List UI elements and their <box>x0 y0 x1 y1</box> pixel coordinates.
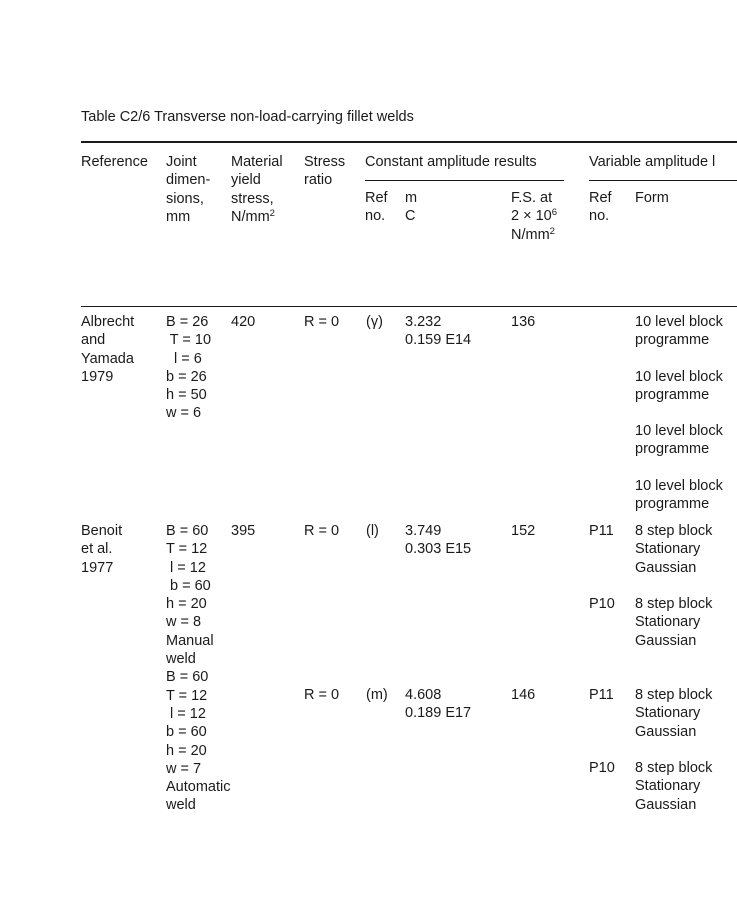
benoit-var-form-2: 8 step block Stationary Gaussian <box>635 596 713 649</box>
benoit-yield-stress: 395 <box>231 523 256 539</box>
benoit-const-ref-no-1: (l) <box>366 523 379 539</box>
table-top-rule <box>81 141 737 143</box>
header-joint-dimensions: Joint dimen- sions, mm <box>166 154 211 225</box>
header-const-m-c: m C <box>405 190 418 225</box>
header-fs-line2: 2 × 10 <box>511 208 552 225</box>
header-material-unit: N/mm <box>231 208 270 225</box>
benoit-fatigue-strength-1: 152 <box>511 523 536 539</box>
header-fs-line3: N/mm <box>511 226 550 243</box>
header-fs-line1: F.S. at <box>511 190 553 206</box>
albrecht-form-1: 10 level block programme <box>635 314 723 349</box>
variable-group-rule <box>589 180 737 181</box>
header-stress-ratio: Stress ratio <box>304 154 346 189</box>
header-material-yield <box>231 153 283 226</box>
albrecht-form-3: 10 level block programme <box>635 423 723 458</box>
header-const-ref-no: Ref no. <box>365 190 388 225</box>
benoit-stress-ratio-1: R = 0 <box>304 523 340 539</box>
header-const-fs <box>511 189 557 244</box>
albrecht-fatigue-strength: 136 <box>511 314 536 330</box>
benoit-var-ref-1: P11 <box>589 523 614 539</box>
albrecht-form-2: 10 level block programme <box>635 369 723 404</box>
header-variable-group: Variable amplitude l <box>589 154 716 170</box>
benoit-var-form-4: 8 step block Stationary Gaussian <box>635 760 713 813</box>
albrecht-const-ref-no: (γ) <box>366 314 383 330</box>
header-material-text: Material yield stress, <box>231 154 283 207</box>
benoit-var-ref-3: P11 <box>589 687 614 703</box>
header-fs-line2-exponent: 6 <box>551 207 558 219</box>
constant-group-rule <box>365 180 564 181</box>
header-fs-line3-exponent: 2 <box>549 225 555 237</box>
benoit-m-c-1: 3.749 0.303 E15 <box>405 523 472 558</box>
header-var-form: Form <box>635 190 669 206</box>
albrecht-stress-ratio: R = 0 <box>304 314 340 330</box>
table-caption: Table C2/6 Transverse non-load-carrying fillet welds <box>81 109 414 125</box>
benoit-m-c-2: 4.608 0.189 E17 <box>405 687 472 722</box>
benoit-var-ref-4: P10 <box>589 760 615 776</box>
benoit-joint-dimensions: B = 60 T = 12 l = 12 b = 60 h = 20 w = 8 Manual weld B = 60 T = 12 l = 12 b = 60 h = 20 w = 7 Automatic weld <box>166 523 231 814</box>
header-material-unit-exponent: 2 <box>269 207 275 219</box>
benoit-var-form-3: 8 step block Stationary Gaussian <box>635 687 713 740</box>
benoit-reference: Benoit et al. 1977 <box>81 523 123 576</box>
benoit-fatigue-strength-2: 146 <box>511 687 536 703</box>
albrecht-joint-dimensions: B = 26 T = 10 l = 6 b = 26 h = 50 w = 6 <box>166 314 212 422</box>
albrecht-yield-stress: 420 <box>231 314 256 330</box>
header-constant-group: Constant amplitude results <box>365 154 537 170</box>
albrecht-m-c: 3.232 0.159 E14 <box>405 314 472 349</box>
header-reference: Reference <box>81 154 148 170</box>
header-var-ref-no: Ref no. <box>589 190 612 225</box>
albrecht-form-4: 10 level block programme <box>635 478 723 513</box>
header-bottom-rule <box>81 306 737 307</box>
benoit-stress-ratio-2: R = 0 <box>304 687 340 703</box>
benoit-var-ref-2: P10 <box>589 596 615 612</box>
albrecht-reference: Albrecht and Yamada 1979 <box>81 314 135 385</box>
benoit-var-form-1: 8 step block Stationary Gaussian <box>635 523 713 576</box>
benoit-const-ref-no-2: (m) <box>366 687 388 703</box>
